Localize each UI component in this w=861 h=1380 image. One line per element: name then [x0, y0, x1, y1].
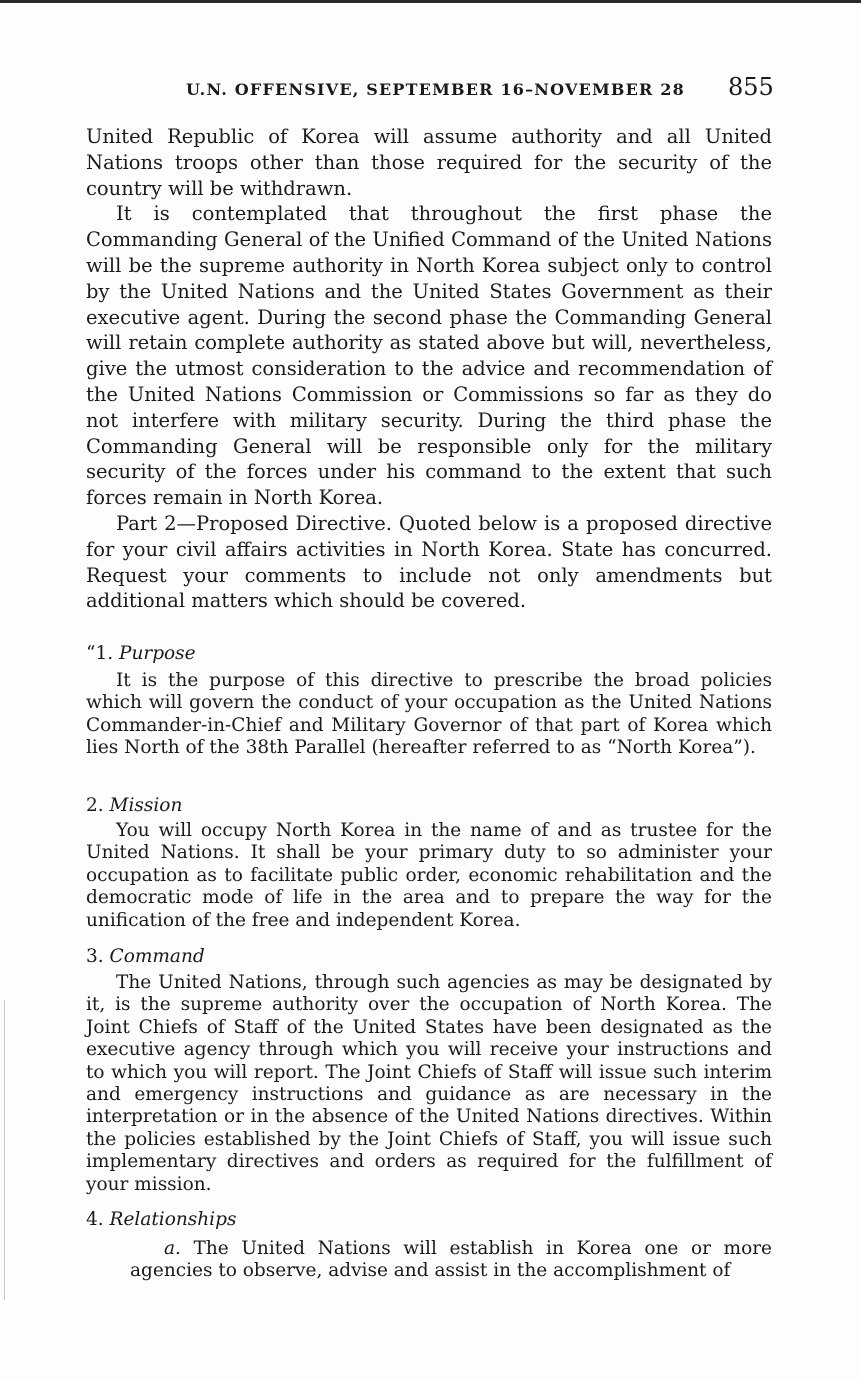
section-heading-mission: [86, 795, 182, 816]
section-number: “1.: [86, 643, 114, 664]
subsection-text-a: [86, 1238, 772, 1283]
section-text-command: [86, 972, 772, 1196]
section-heading-command: [86, 946, 205, 967]
top-edge-rule: [0, 0, 861, 3]
page-number: 855: [728, 73, 774, 101]
subsection-body: The United Nations will establish in Korea one or more agencies to observe, advise and assist in the accomplishment of: [130, 1238, 772, 1282]
page-edge-shadow: [4, 1000, 5, 1300]
section-heading-purpose: [86, 643, 196, 664]
section-text-mission: [86, 820, 772, 932]
section-number: 3.: [86, 946, 104, 967]
running-head: U.N. OFFENSIVE, SEPTEMBER 16–NOVEMBER 28: [186, 80, 685, 99]
section-number: 4.: [86, 1209, 104, 1230]
intro-text: [86, 124, 772, 614]
intro-paragraph-phases: It is contemplated that throughout the first phase the Commanding General of the Unified Command of the United Nations will be the supreme authority in North Korea subject only to control by the United Nations and the United States Government as their executive agent. During the second phase the Commanding General will retain complete authority as stated above but will, nevertheless, give the utmost consideration to the advice and recommendation of the United Nations Commission or Commissions so far as they do not interfere with military security. During the third phase the Commanding General will be responsible only for the military security of the forces under his command to the extent that such forces remain in North Korea.: [86, 202, 772, 510]
section-heading-relationships: [86, 1209, 236, 1230]
section-paragraph: The United Nations, through such agencies as may be designated by it, is the supreme authority over the occupation of North Korea. The Joint Chiefs of Staff of the United States have been designated as the executive agency through which you will receive your instructions and to which you will report. The Joint Chiefs of Staff will issue such interim and emergency instructions and guidance as are necessary in the interpretation or in the absence of the United Nations directives. Within the policies established by the Joint Chiefs of Staff, you will issue such implementary directives and orders as required for the fulfillment of your mission.: [86, 972, 772, 1195]
section-paragraph: It is the purpose of this directive to prescribe the broad policies which will govern the conduct of your occupation as the United Nations Commander-in-Chief and Military Governor of that part of Korea which lies North of the 38th Parallel (hereafter referred to as “North Korea”).: [86, 670, 772, 759]
intro-paragraph-part2: Part 2—Proposed Directive. Quoted below is a proposed directive for your civil affairs activities in North Korea. State has concurred. Request your comments to include not only amendments but additional matters which should be covered.: [86, 511, 772, 613]
subsection-paragraph: [86, 1238, 772, 1283]
section-title: Relationships: [109, 1209, 237, 1230]
subsection-letter: a.: [164, 1238, 181, 1259]
section-text-purpose: [86, 670, 772, 760]
intro-paragraph-continued: United Republic of Korea will assume authority and all United Nations troops other than those required for the security of the country will be withdrawn.: [86, 125, 772, 200]
section-title: Mission: [109, 795, 183, 816]
section-paragraph: You will occupy North Korea in the name of and as trustee for the United Nations. It shall be your primary duty to so administer your occupation as to facilitate public order, economic rehabilitation and the democratic mode of life in the area and to prepare the way for the unification of the free and independent Korea.: [86, 820, 772, 931]
section-title: Purpose: [119, 643, 196, 664]
section-title: Command: [109, 946, 205, 967]
section-number: 2.: [86, 795, 104, 816]
